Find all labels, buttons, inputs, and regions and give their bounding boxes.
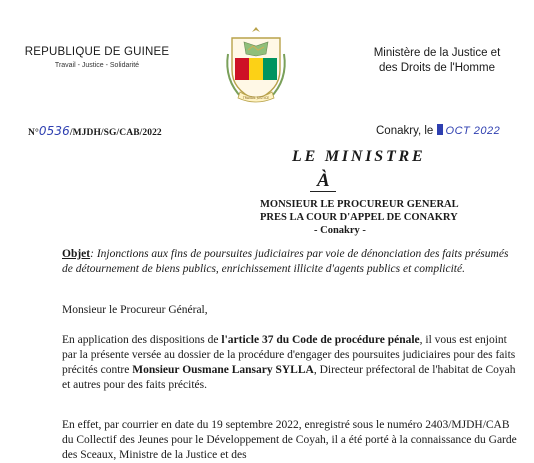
guinea-coat-of-arms-icon — [222, 24, 290, 108]
recipient-line-3: - Conakry - — [314, 225, 366, 236]
issuer-block — [22, 46, 172, 69]
reference-handwritten-number: 0536 — [38, 124, 70, 138]
date-place: Conakry, le — [376, 125, 434, 137]
republic-name: REPUBLIQUE DE GUINEE — [24, 46, 170, 58]
ministry-line-1: Ministère de la Justice et — [373, 47, 501, 59]
p1-text-c: , il vous est enjoint par la présente versée au dossier de la procédure d'engager des poursuites judiciaires pour des faits précités contre — [62, 334, 516, 376]
subject-label: Objet — [62, 248, 91, 260]
date-stamp-text: OCT 2022 — [445, 125, 501, 137]
body-paragraph-2: En effet, par courrier en date du 19 septembre 2022, enregistré sous le numéro 2403/MJDH/CAB du Collectif des Jeunes pour le Développement de Coyah, il a été porté à la connaissance du Garde des Sceaux, Ministre de la Justice et des — [62, 419, 517, 461]
p1-article-ref: l'article 37 du Code de procédure pénale — [221, 334, 420, 346]
salutation: Monsieur le Procureur Général, — [62, 304, 208, 316]
date-stamp — [437, 125, 501, 137]
ministry-line-2: des Droits de l'Homme — [379, 62, 495, 74]
date-line — [376, 124, 500, 137]
p1-text-e: , Directeur préfectoral de l'habitat de Coyah et autres pour des faits précités. — [62, 364, 516, 391]
document-title: LE MINISTRE — [292, 148, 426, 165]
reference-suffix: /MJDH/SG/CAB/2022 — [69, 128, 162, 138]
p1-text-a: En application des dispositions de — [62, 334, 222, 346]
recipient-line-1: MONSIEUR LE PROCUREUR GENERAL — [260, 199, 459, 210]
ministry-block — [352, 46, 522, 76]
stamp-day-block — [437, 124, 443, 135]
subject-text: : Injonctions aux fins de poursuites judiciaires par voie de dénonciation des faits présumés de détournement de biens publics, enrichissement illicite d'agents publics et complicité. — [62, 248, 509, 275]
body-paragraph-1 — [62, 333, 519, 393]
p1-accused-name: Monsieur Ousmane Lansary SYLLA — [132, 364, 314, 376]
national-motto: Travail - Justice - Solidarité — [54, 62, 140, 69]
seal-motto: TRAVAIL JUSTICE — [242, 96, 270, 100]
reference-prefix: N° — [28, 128, 39, 138]
recipient-a: À — [317, 170, 330, 191]
recipient-underline — [310, 191, 336, 192]
subject-paragraph — [62, 247, 517, 277]
recipient-address — [260, 198, 459, 237]
recipient-line-2: PRES LA COUR D'APPEL DE CONAKRY — [260, 212, 458, 223]
reference-number — [28, 124, 162, 138]
